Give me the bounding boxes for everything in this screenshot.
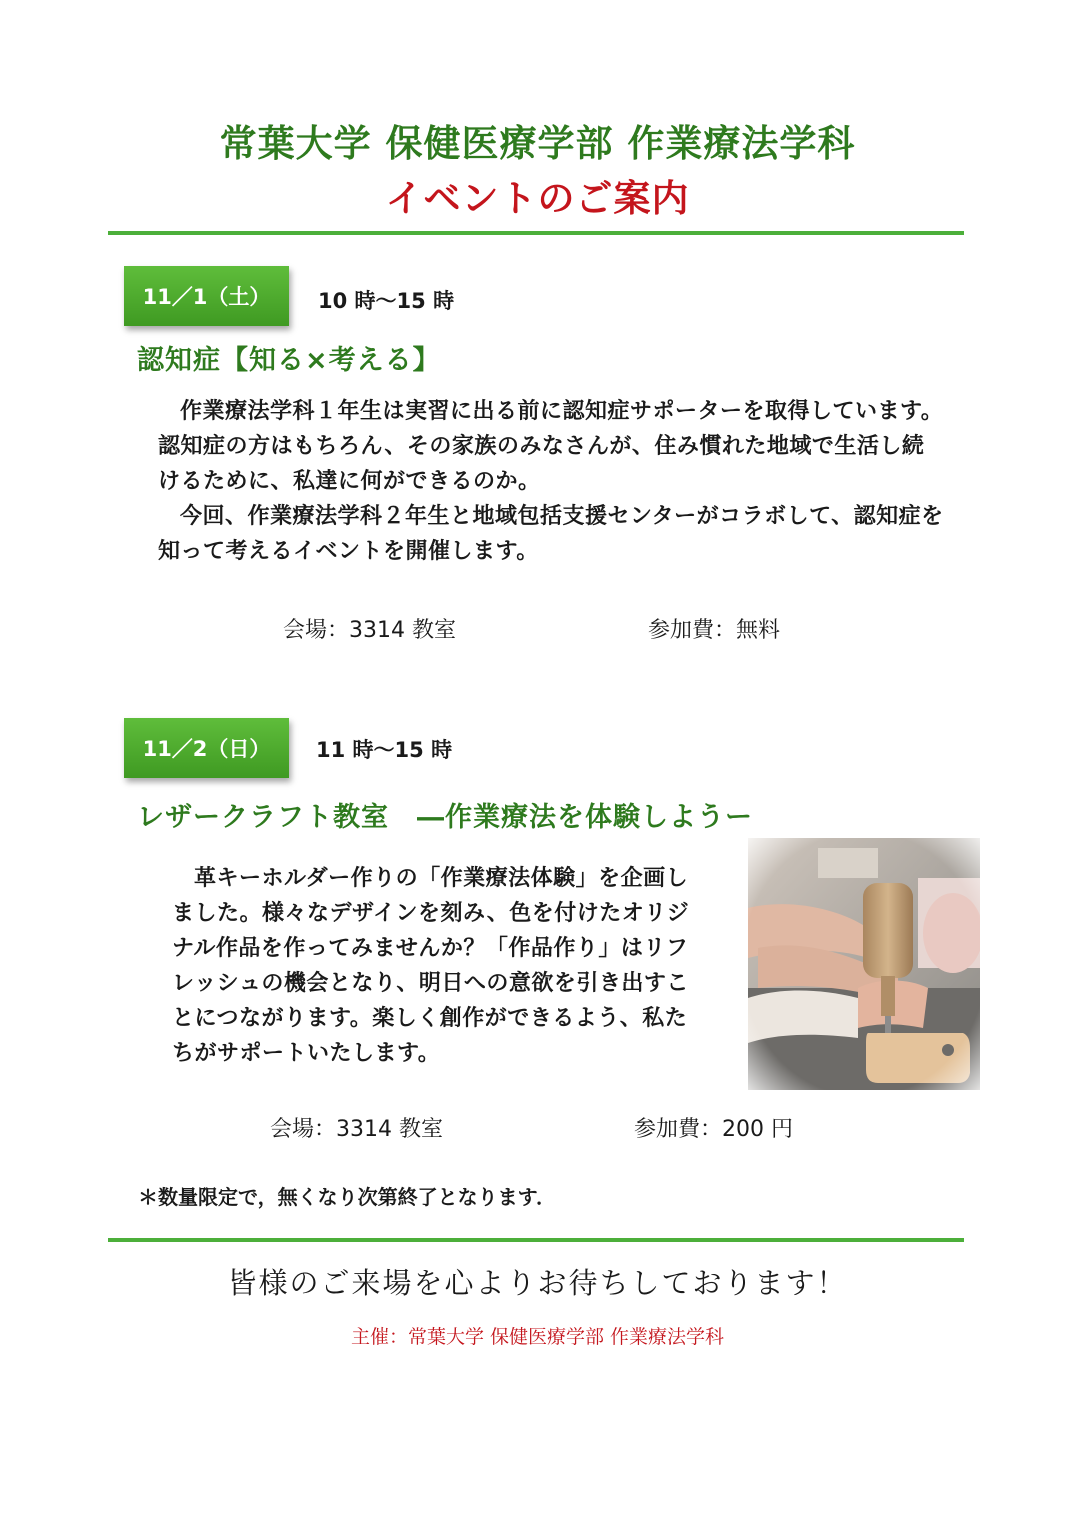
event2-title: レザークラフト教室 ―作業療法を体験しようー: [137, 802, 753, 833]
event1-fee: 参加費：無料: [648, 618, 781, 643]
event2-date-badge: [124, 718, 289, 778]
event2-description: [172, 861, 708, 1071]
event2-paragraph: 革キーホルダー作りの「作業療法体験」を企画しました。様々なデザインを刻み、色を付けたオリジナル作品を作ってみませんか？「作品作り」はリフレッシュの機会となり、明日への意欲を引き出すことにつながります。楽しく創作ができるよう、私たちがサポートいたします。: [172, 866, 690, 1066]
event1-time: 10 時～15 時: [318, 289, 455, 313]
leathercraft-photo-illustration: [748, 838, 980, 1090]
event1-paragraph: 作業療法学科１年生は実習に出る前に認知症サポーターを取得しています。認知症の方はもちろん、その家族のみなさんが、住み慣れた地域で生活し続けるために、私達に何ができるのか。: [158, 399, 944, 494]
host-credit: 主催：常葉大学 保健医療学部 作業療法学科: [350, 1326, 725, 1348]
top-divider: [108, 231, 964, 235]
leathercraft-photo: [748, 838, 980, 1090]
event1-description: [158, 394, 944, 569]
bottom-divider: [108, 1238, 964, 1242]
page-title: 常葉大学 保健医療学部 作業療法学科: [219, 122, 856, 165]
event2-venue: 会場：3314 教室: [270, 1117, 443, 1142]
closing-message: 皆様のご来場を心よりお待ちしております！: [227, 1266, 848, 1300]
event1-paragraph: 今回、作業療法学科２年生と地域包括支援センターがコラボして、認知症を知って考えるイベントを開催します。: [158, 504, 944, 564]
event2-time: 11 時～15 時: [316, 738, 453, 762]
event2-note: ＊数量限定で，無くなり次第終了となります．: [138, 1185, 556, 1209]
event2-fee: 参加費：200 円: [634, 1117, 793, 1142]
event1-date: 11／1（土）: [142, 285, 271, 309]
event2-date: 11／2（日）: [142, 737, 271, 761]
event1-venue: 会場：3314 教室: [283, 618, 456, 643]
event1-date-badge: [124, 266, 289, 326]
page-subtitle: イベントのご案内: [385, 177, 690, 220]
event1-title: 認知症【知る×考える】: [137, 345, 441, 376]
